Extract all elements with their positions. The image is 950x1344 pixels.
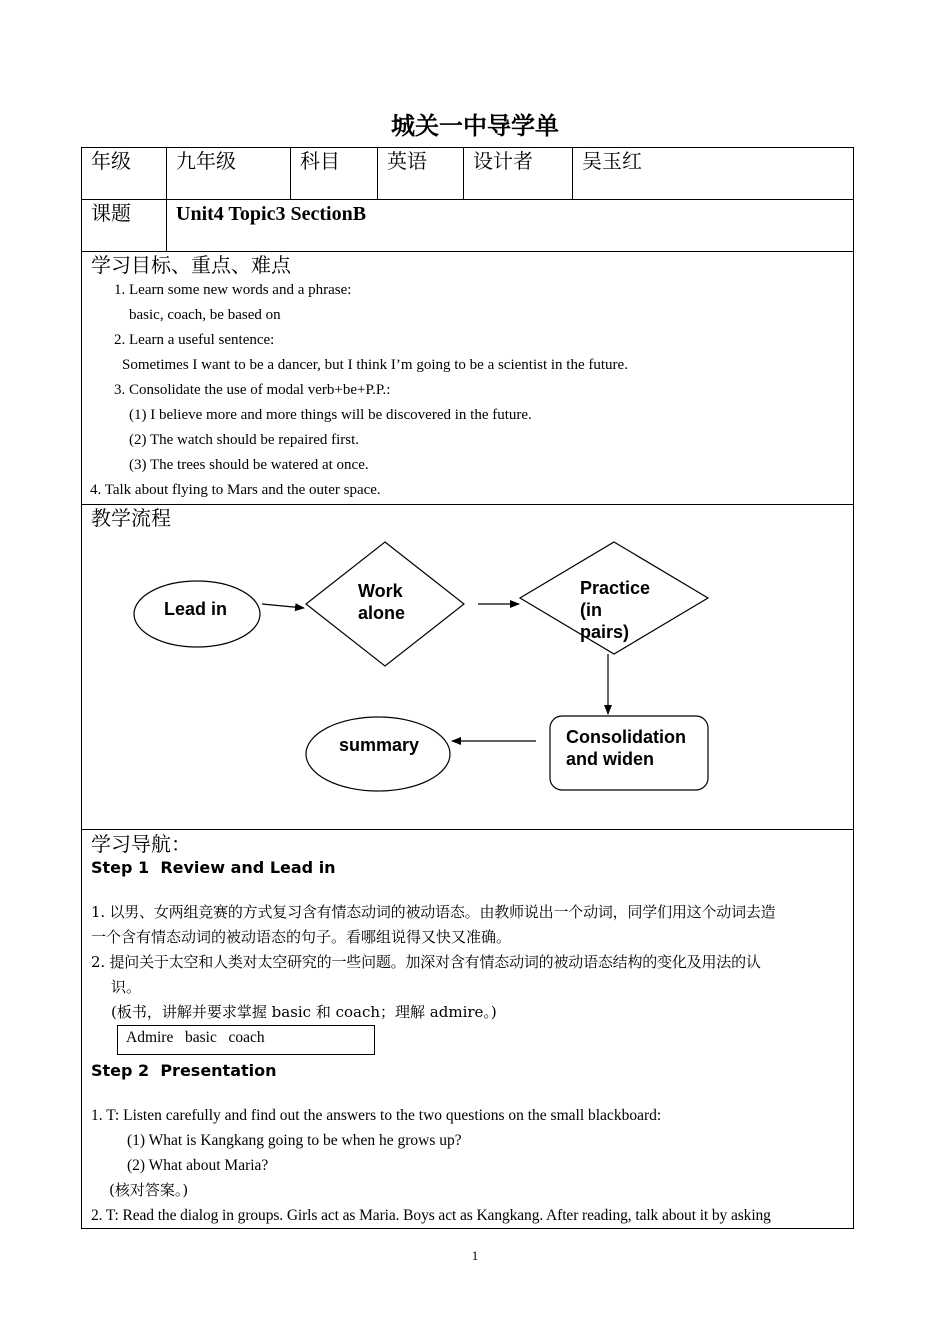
step1-item2: 2. 提问关于太空和人类对太空研究的一些问题。加深对含有情态动词的被动语态结构的变化及用法的认 — [91, 953, 761, 971]
work-alone-label-1: Work — [358, 581, 403, 601]
navigation-heading: 学习导航： — [91, 832, 191, 856]
vocabulary-box: Admire basic coach — [117, 1025, 375, 1055]
info-row — [82, 148, 854, 200]
step1-note: (板书，讲解并要求掌握 basic 和 coach；理解 admire。) — [111, 1003, 497, 1021]
step2-question-1: (1) What is Kangkang going to be when he grows up? — [127, 1132, 462, 1149]
step1-title: Step 1 Review and Lead in — [91, 858, 336, 877]
subject-label: 科目 — [291, 148, 378, 200]
step2-note: (核对答案。) — [109, 1181, 189, 1199]
grade-label: 年级 — [82, 148, 167, 200]
practice-label-1: Practice — [580, 578, 651, 598]
step1-item1-cont: 一个含有情态动词的被动语态的句子。看哪组说得又快又准确。 — [91, 928, 512, 946]
step2-item1: 1. T: Listen carefully and find out the answers to the two questions on the small blackboard: — [91, 1107, 662, 1124]
step2-title: Step 2 Presentation — [91, 1061, 277, 1080]
objectives-cell — [82, 252, 854, 505]
objective-line: (3) The trees should be watered at once. — [129, 457, 369, 473]
designer-label: 设计者 — [464, 148, 573, 200]
process-heading: 教学流程 — [91, 506, 171, 530]
objective-line: 3. Consolidate the use of modal verb+be+P.P.: — [114, 382, 391, 398]
document-title: 城关一中导学单 — [391, 112, 559, 140]
step2-question-2: (2) What about Maria? — [127, 1157, 269, 1174]
objective-line: (2) The watch should be repaired first. — [129, 432, 360, 448]
page-number: 1 — [471, 1248, 479, 1263]
practice-label-3: pairs) — [580, 622, 630, 642]
lead-in-label: Lead in — [164, 599, 228, 619]
summary-label: summary — [339, 735, 420, 755]
consolidation-label-1: Consolidation — [566, 727, 686, 747]
flowchart-canvas — [82, 531, 852, 829]
step2-item2: 2. T: Read the dialog in groups. Girls act as Maria. Boys act as Kangkang. After reading, talk about it by asking — [91, 1207, 771, 1224]
subject-value: 英语 — [378, 148, 464, 200]
objective-line: Sometimes I want to be a dancer, but I think I’m going to be a scientist in the future. — [122, 357, 628, 373]
navigation-row — [82, 830, 854, 1229]
worksheet-table — [81, 147, 854, 1229]
arrow-lead-to-work — [262, 604, 304, 608]
objective-line: 2. Learn a useful sentence: — [114, 332, 275, 348]
flowchart — [82, 531, 853, 829]
grade-value: 九年级 — [167, 148, 291, 200]
work-alone-label-2: alone — [358, 603, 406, 623]
process-cell — [82, 505, 854, 830]
objectives-list — [91, 278, 844, 503]
objective-line: 1. Learn some new words and a phrase: — [114, 282, 352, 298]
practice-label-2: (in — [580, 600, 602, 620]
process-row — [82, 505, 854, 830]
topic-label: 课题 — [82, 200, 167, 252]
objective-line: 4. Talk about flying to Mars and the outer space. — [90, 482, 381, 498]
step1-item1: 1. 以男、女两组竞赛的方式复习含有情态动词的被动语态。由教师说出一个动词，同学们用这个动词去造 — [91, 903, 776, 921]
step1-item2-cont: 识。 — [111, 978, 142, 996]
designer-value: 吴玉红 — [573, 148, 854, 200]
navigation-cell — [82, 830, 854, 1229]
topic-value: Unit4 Topic3 SectionB — [167, 200, 854, 252]
objectives-row — [82, 252, 854, 505]
objective-line: (1) I believe more and more things will be discovered in the future. — [129, 407, 532, 423]
objective-line: basic, coach, be based on — [129, 307, 281, 323]
consolidation-label-2: and widen — [566, 749, 655, 769]
topic-row — [82, 200, 854, 252]
objectives-heading: 学习目标、重点、难点 — [91, 253, 291, 277]
